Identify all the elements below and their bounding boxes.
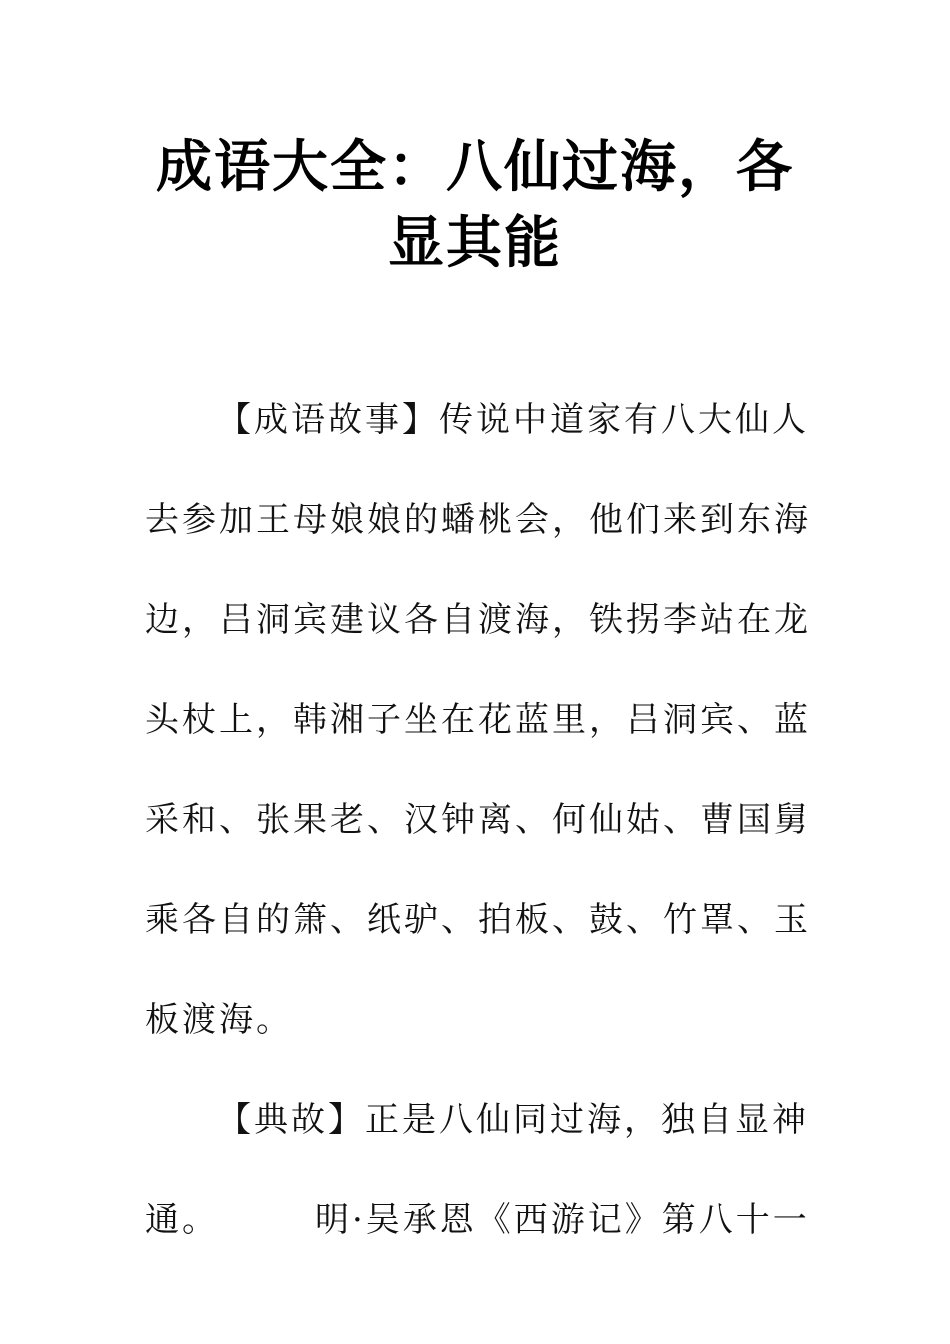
text-line: 通。 明·吴承恩《西游记》第八十一 xyxy=(145,1200,810,1240)
text-line: 乘各自的箫、纸驴、拍板、鼓、竹罩、玉 xyxy=(145,900,811,940)
title-line-1: 成语大全：八仙过海，各 xyxy=(156,135,794,200)
text-line: 采和、张果老、汉钟离、何仙姑、曹国舅 xyxy=(145,800,811,840)
paragraph-idiom-story xyxy=(145,370,811,1070)
text-line: 板渡海。 xyxy=(145,1000,293,1040)
text-line: 去参加王母娘娘的蟠桃会，他们来到东海 xyxy=(145,500,811,540)
text-line: 【成语故事】传说中道家有八大仙人 xyxy=(217,400,809,440)
title-line-2: 显其能 xyxy=(388,211,562,276)
paragraph-allusion xyxy=(145,1070,810,1270)
text-line: 边，吕洞宾建议各自渡海，铁拐李站在龙 xyxy=(145,600,811,640)
text-line: 【典故】正是八仙同过海，独自显神 xyxy=(217,1100,809,1140)
text-line: 头杖上，韩湘子坐在花蓝里，吕洞宾、蓝 xyxy=(145,700,811,740)
document-body xyxy=(145,370,811,1270)
document-title xyxy=(120,130,830,282)
